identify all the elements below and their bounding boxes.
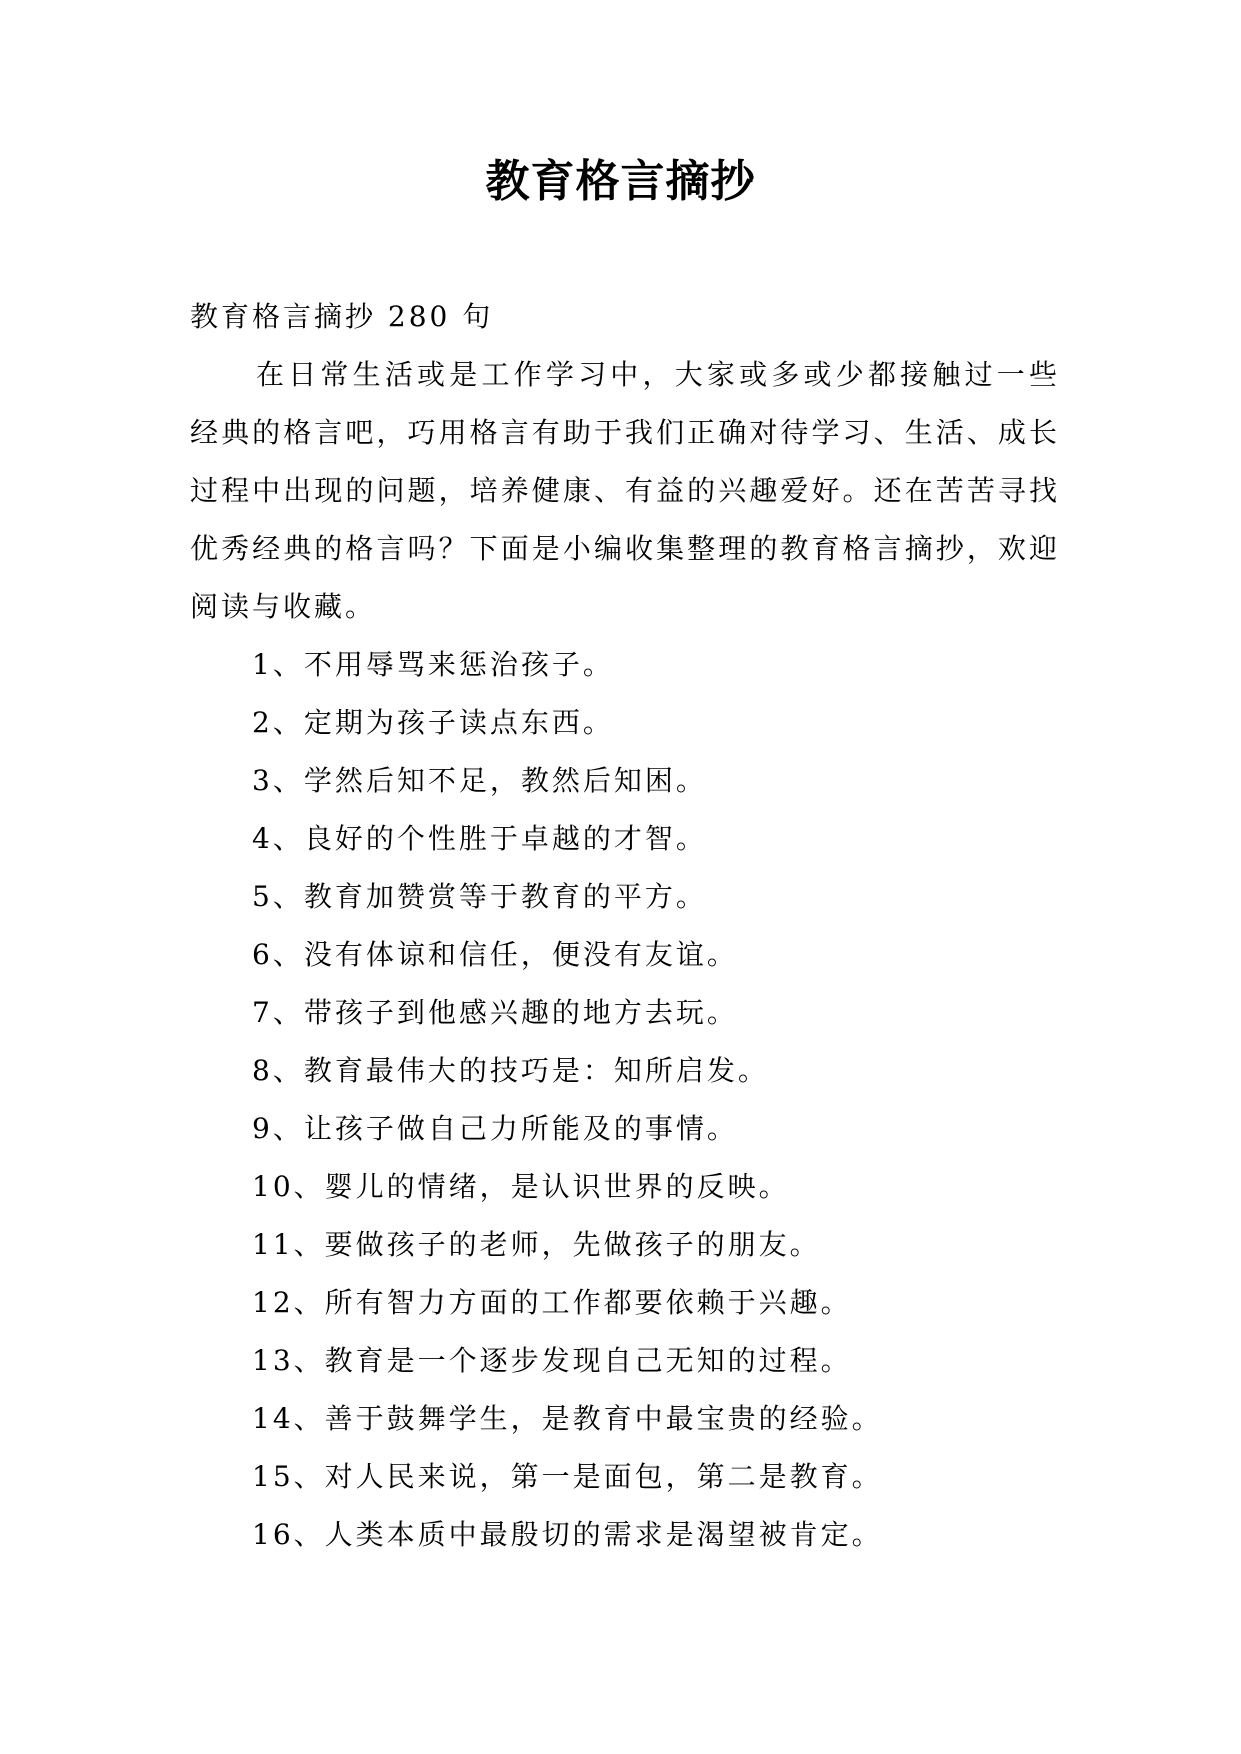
- quote-item: 7、带孩子到他感兴趣的地方去玩。: [252, 996, 738, 1029]
- quote-item: 4、良好的个性胜于卓越的才智。: [252, 822, 707, 855]
- quote-item: 8、教育最伟大的技巧是：知所启发。: [252, 1054, 769, 1087]
- quote-item: 10、婴儿的情绪，是认识世界的反映。: [252, 1170, 790, 1203]
- quote-item: 13、教育是一个逐步发现自己无知的过程。: [252, 1344, 852, 1377]
- quote-item: 11、要做孩子的老师，先做孩子的朋友。: [252, 1228, 821, 1261]
- quote-item: 2、定期为孩子读点东西。: [252, 706, 614, 739]
- document-subtitle: 教育格言摘抄 280 句: [190, 300, 494, 333]
- quote-item: 15、对人民来说，第一是面包，第二是教育。: [252, 1460, 883, 1493]
- document-body: [190, 288, 1060, 1564]
- quote-item: 5、教育加赞赏等于教育的平方。: [252, 880, 707, 913]
- document-title: 教育格言摘抄: [485, 156, 756, 207]
- quote-item: 12、所有智力方面的工作都要依赖于兴趣。: [252, 1286, 852, 1319]
- intro-paragraph: 在日常生活或是工作学习中，大家或多或少都接触过一些经典的格言吧，巧用格言有助于我们正确对待学习、生活、成长过程中出现的问题，培养健康、有益的兴趣爱好。还在苦苦寻找优秀经典的格言吗？下面是小编收集整理的教育格言摘抄，欢迎阅读与收藏。: [190, 358, 1060, 623]
- quote-item: 9、让孩子做自己力所能及的事情。: [252, 1112, 738, 1145]
- quote-item: 16、人类本质中最殷切的需求是渴望被肯定。: [252, 1518, 883, 1551]
- quote-item: 1、不用辱骂来惩治孩子。: [252, 648, 614, 681]
- quote-item: 6、没有体谅和信任，便没有友谊。: [252, 938, 738, 971]
- quote-item: 3、学然后知不足，教然后知困。: [252, 764, 707, 797]
- quote-list: [190, 636, 1060, 1564]
- quote-item: 14、善于鼓舞学生，是教育中最宝贵的经验。: [252, 1402, 883, 1435]
